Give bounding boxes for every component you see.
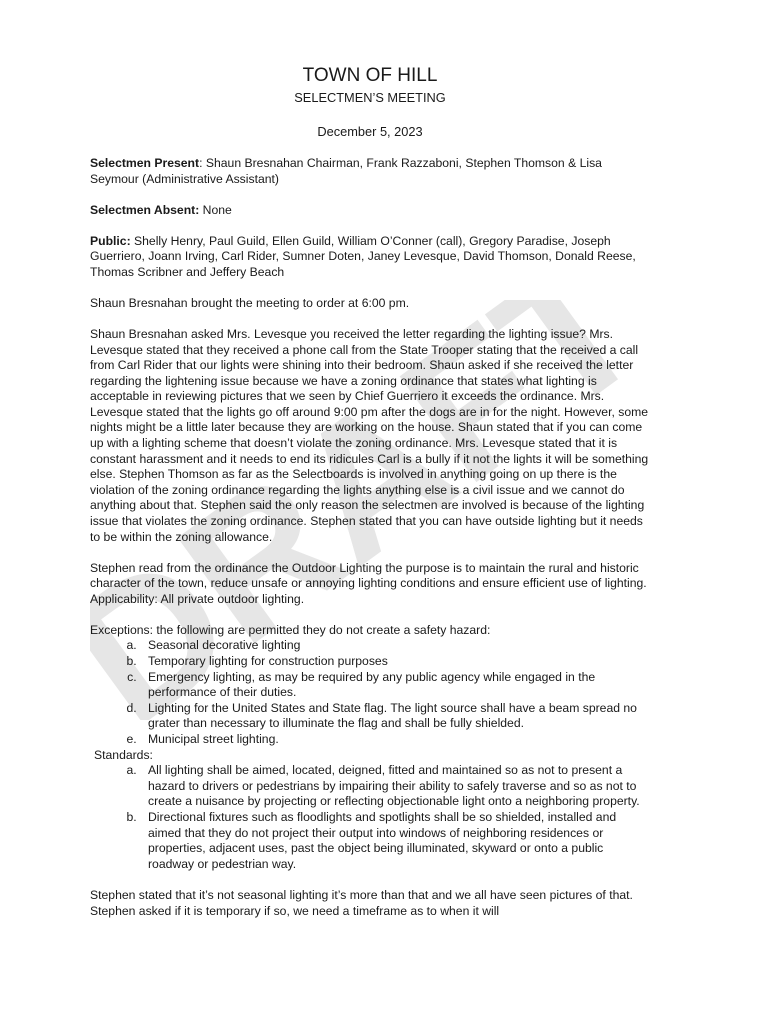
public-attendees: [90, 234, 650, 281]
list-item: d. Lighting for the United States and State flag. The light source shall have a beam spread no grater than necessary to illuminate the flag and shall be fully shielded.: [140, 701, 650, 732]
document-body: [90, 64, 650, 935]
list-item: a. All lighting shall be aimed, located, deigned, fitted and maintained so as not to present a hazard to drivers or pedestrians by impairing their ability to safely traverse and so as not to create a nuisance by projecting or reflecting objectionable light onto a neighboring property.: [140, 763, 650, 810]
exceptions-heading: Exceptions: the following are permitted they do not create a safety hazard:: [90, 622, 491, 637]
selectmen-present: [90, 156, 650, 187]
meeting-date: December 5, 2023: [317, 123, 423, 139]
paragraph-lighting-discussion: Shaun Bresnahan asked Mrs. Levesque you received the letter regarding the lighting issue? Mrs. Levesque stated that they received a phone call from the State Trooper stating that the received a call from Carl Rider that our lights were shining into their bedroom. Shaun asked if she received the letter regarding the lightening issue because we have a zoning ordinance that states what lighting is acceptable in reviewing pictures that we seen by Chief Guerriero it exceeds the ordinance. Mrs. Levesque stated that the lights go off around 9:00 pm after the dogs are in for the night. However, some nights might be a little later because they are working on the house. Shaun stated that if you can come up with a lighting scheme that doesn’t violate the zoning ordinance. Mrs. Levesque stated that it is constant harassment and it needs to end its ridicules Carl is a bully if it not the lights it will be something else. Stephen Thomson as far as the Selectboards is involved in anything going on up there is the violation of the zoning ordinance regarding the lights anything else is a civil issue and we cannot do anything about that. Stephen said the only reason the selectmen are involved is because of the lighting issue that violates the zoning ordinance. Stephen stated that you can have outside lighting but it needs to be within the zoning allowance.: [90, 326, 649, 544]
selectmen-present-label: Selectmen Present: [90, 156, 200, 171]
list-item: b. Temporary lighting for construction purposes: [140, 654, 650, 670]
standards-heading: Standards:: [94, 747, 153, 762]
list-item: e. Municipal street lighting.: [140, 732, 650, 748]
standards-list: [90, 763, 650, 872]
selectmen-absent-text: None: [199, 202, 232, 217]
list-item: a. Seasonal decorative lighting: [140, 638, 650, 654]
document-title: TOWN OF HILL: [302, 65, 438, 86]
document-subtitle: SELECTMEN’S MEETING: [294, 90, 446, 105]
list-item: c. Emergency lighting, as may be required by any public agency while engaged in the performance of their duties.: [140, 670, 650, 701]
selectmen-present-text: : Shaun Bresnahan Chairman, Frank Razzaboni, Stephen Thomson & Lisa Seymour (Administrative Assistant): [90, 156, 602, 186]
selectmen-absent-label: Selectmen Absent:: [90, 202, 200, 217]
draft-watermark-text: DRAFT: [90, 300, 650, 720]
paragraph-ordinance: Stephen read from the ordinance the Outdoor Lighting the purpose is to maintain the rural and historic character of the town, reduce unsafe or annoying lighting conditions and ensure efficient use of lighting. Applicability: All private outdoor lighting.: [90, 560, 647, 606]
paragraph-closing: Stephen stated that it’s not seasonal lighting it’s more than that and we all have seen pictures of that. Stephen asked if it is temporary if so, we need a timeframe as to when it will: [90, 888, 633, 918]
public-label: Public:: [90, 233, 131, 248]
selectmen-absent: [90, 203, 650, 219]
public-text: Shelly Henry, Paul Guild, Ellen Guild, William O’Conner (call), Gregory Paradise, Joseph Guerriero, Joann Irving, Carl Rider, Sumner Doten, Janey Levesque, David Thomson, Donald Reese, Thomas Scribner and Jeffery Beach: [90, 233, 636, 279]
paragraph-call-to-order: Shaun Bresnahan brought the meeting to order at 6:00 pm.: [90, 295, 410, 310]
exceptions-list: [90, 638, 650, 747]
list-item: b. Directional fixtures such as floodlights and spotlights shall be so shielded, installed and aimed that they do not project their output into windows of neighboring residences or properties, adjacent uses, past the object being illuminated, skyward or onto a public roadway or pedestrian way.: [140, 810, 650, 872]
